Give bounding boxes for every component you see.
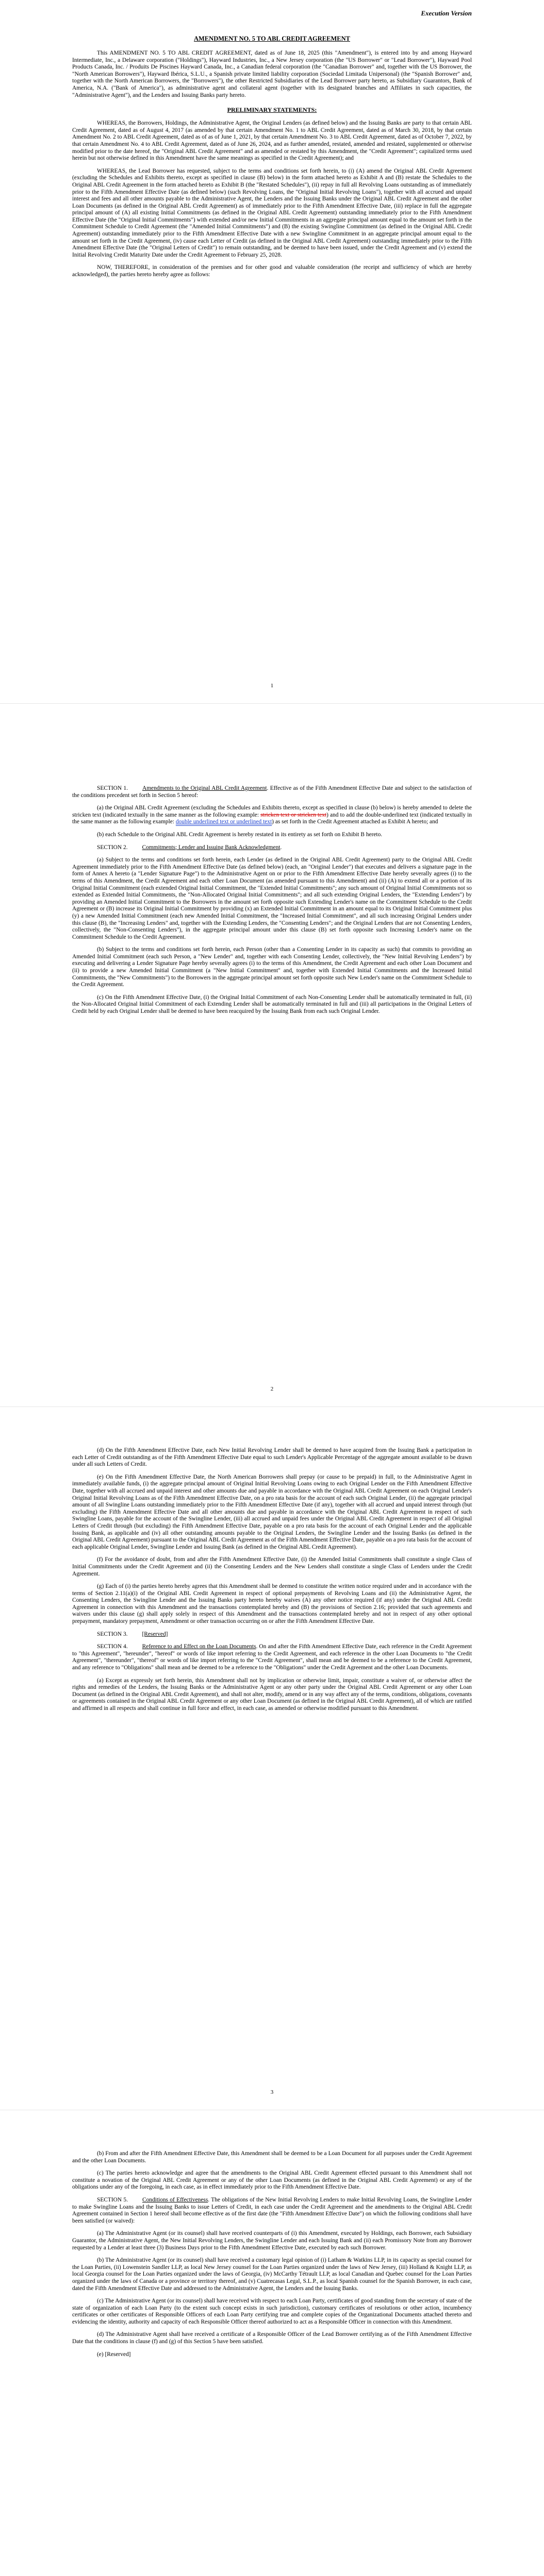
page-number: 1 [270,683,274,689]
section-5-title: Conditions of Effectiveness [142,2196,208,2203]
section-1-label: SECTION 1. [97,785,128,791]
section-3-title: [Reserved] [142,1631,168,1637]
section-4-lead: . On and after the Fifth Amendment Effective Date, each reference in the Credit Agreement to "this Agreement", "hereunder", "hereof" or words of like import referring to the Credit Agreement, and each reference in the other Loan Documents to "the Credit Agreement", "thereunder", "thereof" or words of like import referring to the "Credit Agreement", shall mean and be deemed to be a reference to the Credit Agreement, and any reference to "Obligations" shall mean and be deemed to be a reference to the "Obligations" under the Credit Agreement and the other Loan Documents. [72,1643,472,1671]
clause-a-text-2: ) and to add the double-underlined text (indicated textually in the same manner as the following example: [72,811,472,825]
inserted-text-example: double underlined text or underlined text [175,819,272,825]
section-5-clause-d: (d) The Administrative Agent shall have received a certificate of a Responsible Officer of the Lead Borrower certifying as of the Fifth Amendment Effective Date that the conditions in clause (f) and (g) of this Section 5 have been satisfied. [72,2331,472,2345]
clause-a-text-3: ) as set forth in the Credit Agreement attached as Exhibit A hereto; and [272,819,438,825]
section-4-clause-a: (a) Except as expressly set forth herein, this Amendment shall not by implication or otherwise limit, impair, constitute a waiver of, or otherwise affect the rights and remedies of the Lenders, the Issuing Banks or the Administrative Agent or any other party under the Original ABL Credit Agreement or any other Loan Document (as defined in the Original ABL Credit Agreement), and shall not alter, modify, amend or in any way affect any of the terms, conditions, obligations, covenants or agreements contained in the Original ABL Credit Agreement or any other Loan Document (as defined in the Original ABL Credit Agreement), all of which are ratified and affirmed in all respects and shall continue in full force and effect, in each case, as amended or otherwise modified pursuant to this Amendment. [72,1677,472,1711]
section-3-heading [72,1631,472,1638]
section-4-paragraph [72,1643,472,1671]
section-2-clause-g: (g) Each of (i) the parties hereto hereby agrees that this Amendment shall be deemed to constitute the written notice required under and in accordance with the terms of Section 2.11(a)(i) of the Original ABL Credit Agreement in respect of optional prepayments of Revolving Loans and (ii) the Administrative Agent, the Consenting Lenders, the Swingline Lender and the Issuing Banks party hereto hereby waives (A) any other notice required (if any) under the Original ABL Credit Agreement in connection with this Amendment and the transactions contemplated hereby and (B) the provisions of Section 2.16; provided that such agreements and waivers under this clause (g) shall apply solely in respect of this Amendment and the transactions contemplated hereby and not in respect of any other optional prepayment, mandatory prepayment, Amendment or other transaction occurring on or after the Fifth Amendment Effective Date. [72,1583,472,1625]
section-1-title: Amendments to the Original ABL Credit Agreement [142,785,267,791]
section-4-label: SECTION 4. [97,1643,128,1650]
section-5-clause-e: (e) [Reserved] [97,2351,131,2358]
whereas-paragraph-1: WHEREAS, the Borrowers, Holdings, the Administrative Agent, the Original Lenders (as defined below) and the Issuing Banks are party to that certain ABL Credit Agreement, dated as of August 4, 2017 (as amended by that certain Amendment No. 1 to ABL Credit Agreement, dated as of March 30, 2018, by that certain Amendment No. 2 to ABL Credit Agreement, dated as of as of June 1, 2021, by that certain Amendment No. 3 to ABL Credit Agreement, dated as of October 7, 2022, by that certain Amendment No. 4 to ABL Credit Agreement, dated as of June 26, 2024, and as further amended, restated, amended and restated, supplemented or otherwise modified prior to the date hereof, the "Original ABL Credit Agreement" and as amended or restated by this Amendment, the "Credit Agreement"; capitalized terms used herein but not otherwise defined in this Amendment have the same meanings as specified in the Credit Agreement); and [72,120,472,162]
section-2-clause-b: (b) Subject to the terms and conditions set forth herein, each Person (other than a Consenting Lender in its capacity as such) that commits to providing an Amended Initial Commitment (each such Person, a "New Lender" and, together with each Consenting Lender, collectively, the "New Initial Revolving Lenders") by executing and delivering a Lender Signature Page hereby severally agrees (i) to the terms of this Amendment, the Credit Agreement and each other Loan Document and (ii) to provide a new Amended Initial Commitment (a "New Initial Commitment" and, together with Extended Initial Commitments and the Increased Initial Commitments, the "New Commitments") to the Borrowers in the aggregate principal amount set forth opposite such New Lender's name on the Commitment Schedule to the Credit Agreement. [72,946,472,988]
section-4-clause-c: (c) The parties hereto acknowledge and agree that the amendments to the Original ABL Credit Agreement effected pursuant to this Amendment shall not constitute a novation of the Original ABL Credit Agreement or any of the other Loan Documents (as defined in the Original ABL Credit Agreement) or any of the obligations under any of the foregoing, in each case, as in effect immediately prior to the Fifth Amendment Effective Date. [72,2170,472,2191]
section-2-clause-a: (a) Subject to the terms and conditions set forth herein, each Lender (as defined in the Original ABL Credit Agreement) party to the Original ABL Credit Agreement immediately prior to the Fifth Amendment Effective Date (as defined below) (each, an "Original Lender") that executes and delivers a signature page in the form of Annex A hereto (a "Lender Signature Page") to the Administrative Agent on or prior to the Fifth Amendment Effective Date hereby severally agrees (i) to the terms of this Amendment, the Credit Agreement and each other Loan Document (as amended pursuant to this Amendment) and (ii) (A) to extend all or a portion of its Original Initial Commitment (each extended Original Initial Commitment, the "Extended Initial Commitments"; any such amount of Original Initial Commitments not so extended as Extended Initial Commitments, the "Non-Allocated Original Initial Commitments"; and all such extending Original Lenders, the "Extending Lenders") by providing an Amended Initial Commitment to the Borrowers in the amount set forth opposite such Extending Lender's name on the Commitment Schedule to the Credit Agreement or (B) increase its Original Initial Commitment by providing (x) an Extended Initial Commitment in an amount equal to its Original Initial Commitment plus (y) a new Amended Initial Commitment (each new Amended Initial Commitment, the "Increased Initial Commitment", and all such increasing Original Lenders under this clause (B), the "Increasing Lenders" and, together with the Extending Lenders, the "Consenting Lenders"; and the Original Lenders that are not Consenting Lenders, collectively, the "Non-Consenting Lenders"), in the aggregate principal amount under this clause (B) set forth opposite such Increasing Lender's name on the Commitment Schedule to the Credit Agreement. [72,857,472,940]
document-page-1 [0,0,544,703]
section-5-lead: . The obligations of the New Initial Revolving Lenders to make Initial Revolving Loans, the Swingline Lender to make Swingline Loans and the Issuing Banks to issue Letters of Credit, in each case under the Credit Agreement and the amendments to the Original ABL Credit Agreement contained in Section 1 hereof shall become effective as of the first date (the "Fifth Amendment Effective Date") on which the following conditions shall have been satisfied (or waived): [72,2196,472,2224]
section-2-clause-d: (d) On the Fifth Amendment Effective Date, each New Initial Revolving Lender shall be deemed to have acquired from the Issuing Bank a participation in each Letter of Credit outstanding as of the Fifth Amendment Effective Date equal to such Lender's Applicable Percentage of the aggregate amount available to be drawn under all such Letters of Credit. [72,1447,472,1468]
now-therefore-paragraph: NOW, THEREFORE, in consideration of the premises and for other good and valuable consideration (the receipt and sufficiency of which are hereby acknowledged), the parties hereto hereby agree as follows: [72,264,472,278]
section-2-clause-f: (f) For the avoidance of doubt, from and after the Fifth Amendment Effective Date, (i) the Amended Initial Commitments shall constitute a single Class of Initial Commitments under the Credit Agreement and (ii) the Consenting Lenders and the New Lenders shall constitute a single Class of Lenders under the Credit Agreement. [72,1556,472,1577]
clause-a-text-1: (a) the Original ABL Credit Agreement (excluding the Schedules and Exhibits thereto, except as specified in clause (b) below) is hereby amended to delete the stricken text (indicated textually in the same manner as the following example: [72,805,472,818]
preliminary-statements-heading: PRELIMINARY STATEMENTS: [227,106,317,114]
section-1-clause-b: (b) each Schedule to the Original ABL Credit Agreement is hereby restated in its entirety as set forth on Exhibit B hereto. [97,831,383,838]
section-2-clause-e: (e) On the Fifth Amendment Effective Date, the North American Borrowers shall prepay (or cause to be prepaid) in full, to the Administrative Agent in immediately available funds, (i) the aggregate principal amount of Original Initial Revolving Loans owing to each Original Lender on the Fifth Amendment Effective Date, together with all accrued and unpaid interest and other amounts due and payable in accordance with the Original ABL Credit Agreement on each Original Lender's Original Initial Revolving Loans as of the Fifth Amendment Effective Date, on a pro rata basis for the account of each such Original Lender, (ii) the aggregate principal amount of all Swingline Loans outstanding immediately prior to the Fifth Amendment Effective Date (if any), together with all accrued and unpaid interest through (but excluding) the Fifth Amendment Effective Date and all other amounts due and payable in accordance with the Original ABL Credit Agreement in respect of such Swingline Loans, payable for the account of the Swingline Lender, (iii) all accrued and unpaid fees under the Original ABL Credit Agreement in respect of all Original Letters of Credit through (but excluding) the Fifth Amendment Effective Date, payable on a pro rata basis for the account of each Original Lender and the applicable Issuing Bank, as applicable and (iv) all other outstanding amounts payable to the Original Lenders, the Swingline Lender and the Issuing Banks (as defined in the Original ABL Credit Agreement) pursuant to the Original ABL Credit Agreement as of the Fifth Amendment Effective Date, payable on a pro rata basis for the account of each applicable Original Lender, Swingline Lender and Issuing Bank (as defined in the Original ABL Credit Agreement). [72,1473,472,1550]
section-5-paragraph [72,2197,472,2225]
section-3-label: SECTION 3. [97,1631,128,1637]
page-number: 3 [270,2089,274,2095]
section-4-title: Reference to and Effect on the Loan Documents [142,1643,256,1650]
section-2-label: SECTION 2. [97,844,128,851]
section-2-title: Commitments; Lender and Issuing Bank Acknowledgment [142,844,281,851]
section-1-clause-a [72,805,472,826]
document-page-4 [0,2110,544,2576]
stricken-text-example: stricken text or stricken text [260,811,327,818]
intro-paragraph: This AMENDMENT NO. 5 TO ABL CREDIT AGREEMENT, dated as of June 18, 2025 (this "Amendment"), is entered into by and among Hayward Intermediate, Inc., a Delaware corporation ("Holdings"), Hayward Industries, Inc., a New Jersey corporation (the "US Borrower" or "Lead Borrower"), Hayward Pool Products Canada, Inc. / Produits De Piscines Hayward Canada, Inc., a Canadian federal corporation (the "Canadian Borrower" and, together with the US Borrower, the "North American Borrowers"), Hayward Ibérica, S.L.U., a Spanish private limited liability corporation (Sociedad Limitada Unipersonal) (the "Spanish Borrower" and, together with the North American Borrowers, the "Borrowers"), the other Restricted Subsidiaries of the Lead Borrower party hereto, as Subsidiary Guarantors, Bank of America, N.A. ("Bank of America"), as administrative agent and collateral agent (together with its designated branches and Affiliates in such capacities, the "Administrative Agent"), and the Lenders and Issuing Banks party hereto. [72,50,472,98]
section-5-clause-c: (c) The Administrative Agent (or its counsel) shall have received with respect to each Loan Party, certificates of good standing from the secretary of state of the state of organization of each Loan Party (to the extent such concept exists in such jurisdiction), customary certificates of resolutions or other action, incumbency certificates or other certificates of Responsible Officers of each Loan Party certifying true and complete copies of the Organizational Documents attached thereto and evidencing the identity, authority and capacity of each Responsible Officer thereof authorized to act as a Responsible Officer in connection with this Amendment. [72,2298,472,2325]
section-5-label: SECTION 5. [97,2196,128,2203]
document-title: AMENDMENT NO. 5 TO ABL CREDIT AGREEMENT [194,35,350,42]
execution-version-header: Execution Version [421,9,472,17]
section-2-clause-c: (c) On the Fifth Amendment Effective Date, (i) the Original Initial Commitment of each Non-Consenting Lender shall be automatically terminated in full, (ii) the Non-Allocated Original Initial Commitment of each Extending Lender shall be automatically terminated in full and (iii) all participations in the Original Letters of Credit held by each Original Lender shall be deemed to have been reacquired by the Issuing Bank from each such Original Lender. [72,994,472,1015]
section-5-clause-b: (b) The Administrative Agent (or its counsel) shall have received a customary legal opinion of (i) Latham & Watkins LLP, in its capacity as special counsel for the Loan Parties, (ii) Lowenstein Sandler LLP, as local New Jersey counsel for the Loan Parties organized under the laws of New Jersey, (iii) Holland & Knight LLP, as local Georgia counsel for the Loan Parties organized under the laws of Georgia, (iv) McCarthy Tétrault LLP, as local Canadian and Quebec counsel for the Loan Parties organized under the laws of Canada or a province or territory thereof, and (v) Cuatrecasas Legal, S.L.P., as local Spanish counsel for the Spanish Borrower, in each case, dated the Fifth Amendment Effective Date and addressed to the Administrative Agent, the Lenders and the Issuing Banks. [72,2257,472,2292]
section-2-heading: SECTION 2. Commitments; Lender and Issuing Bank Acknowledgment. [97,844,282,851]
section-4-clause-b: (b) From and after the Fifth Amendment Effective Date, this Amendment shall be deemed to be a Loan Document for all purposes under the Credit Agreement and the other Loan Documents. [72,2150,472,2164]
page-number: 2 [270,1386,274,1392]
section-1-paragraph [72,785,472,799]
whereas-paragraph-2: WHEREAS, the Lead Borrower has requested, subject to the terms and conditions set forth herein, to (i) (A) amend the Original ABL Credit Agreement (excluding the Schedules and Exhibits thereto, except as specified in clause (B) below) in the form attached hereto as Exhibit A and (B) restate the Schedules to the Original ABL Credit Agreement in the form attached hereto as Exhibit B (the "Restated Schedules"), (ii) repay in full all Revolving Loans outstanding as of immediately prior to the Fifth Amendment Effective Date (as defined below) (such Revolving Loans, the "Original Initial Revolving Loans"), together with all accrued and unpaid interest and fees and all other amounts payable to the Administrative Agent, the Lenders and the Issuing Banks under the Original ABL Credit Agreement and the other Loan Documents (as defined in the Original ABL Credit Agreement) as of immediately prior to the Fifth Amendment Effective Date, (iii) replace in full the aggregate principal amount of (A) all existing Initial Commitments (as defined in the Original ABL Credit Agreement) outstanding immediately prior to the Fifth Amendment Effective Date (the "Original Initial Commitments") with extended and/or new Initial Commitments in an aggregate principal amount equal to the amount set forth in the Commitment Schedule to Credit Agreement (the "Amended Initial Commitments") and (B) the existing Swingline Commitment (as defined in the Original ABL Credit Agreement) outstanding immediately prior to the Fifth Amendment Effective Date with a new Swingline Commitment in an aggregate principal amount equal to the amount set forth in the Credit Agreement, (iv) cause each Letter of Credit (as defined in the Original ABL Credit Agreement) outstanding immediately prior to the Fifth Amendment Effective Date (the "Original Letters of Credit") to remain outstanding, and be deemed to have been issued, under the Credit Agreement and (v) extend the Initial Revolving Credit Maturity Date under the Credit Agreement to February 25, 2028. [72,167,472,258]
section-5-clause-a: (a) The Administrative Agent (or its counsel) shall have received counterparts of (i) this Amendment, executed by Holdings, each Borrower, each Subsidiary Guarantor, the Administrative Agent, the New Initial Revolving Lenders, the Swingline Lender and each Issuing Bank and (ii) each Promissory Note from any Borrower requested by a Lender at least three (3) Business Days prior to the Fifth Amendment Effective Date, executed by each such Borrower. [72,2230,472,2251]
document-page-2 [0,703,544,1406]
section-1-lead: . Effective as of the Fifth Amendment Effective Date and subject to the satisfaction of the conditions precedent set forth in Section 5 hereof: [72,785,472,799]
document-page-3 [0,1406,544,2110]
